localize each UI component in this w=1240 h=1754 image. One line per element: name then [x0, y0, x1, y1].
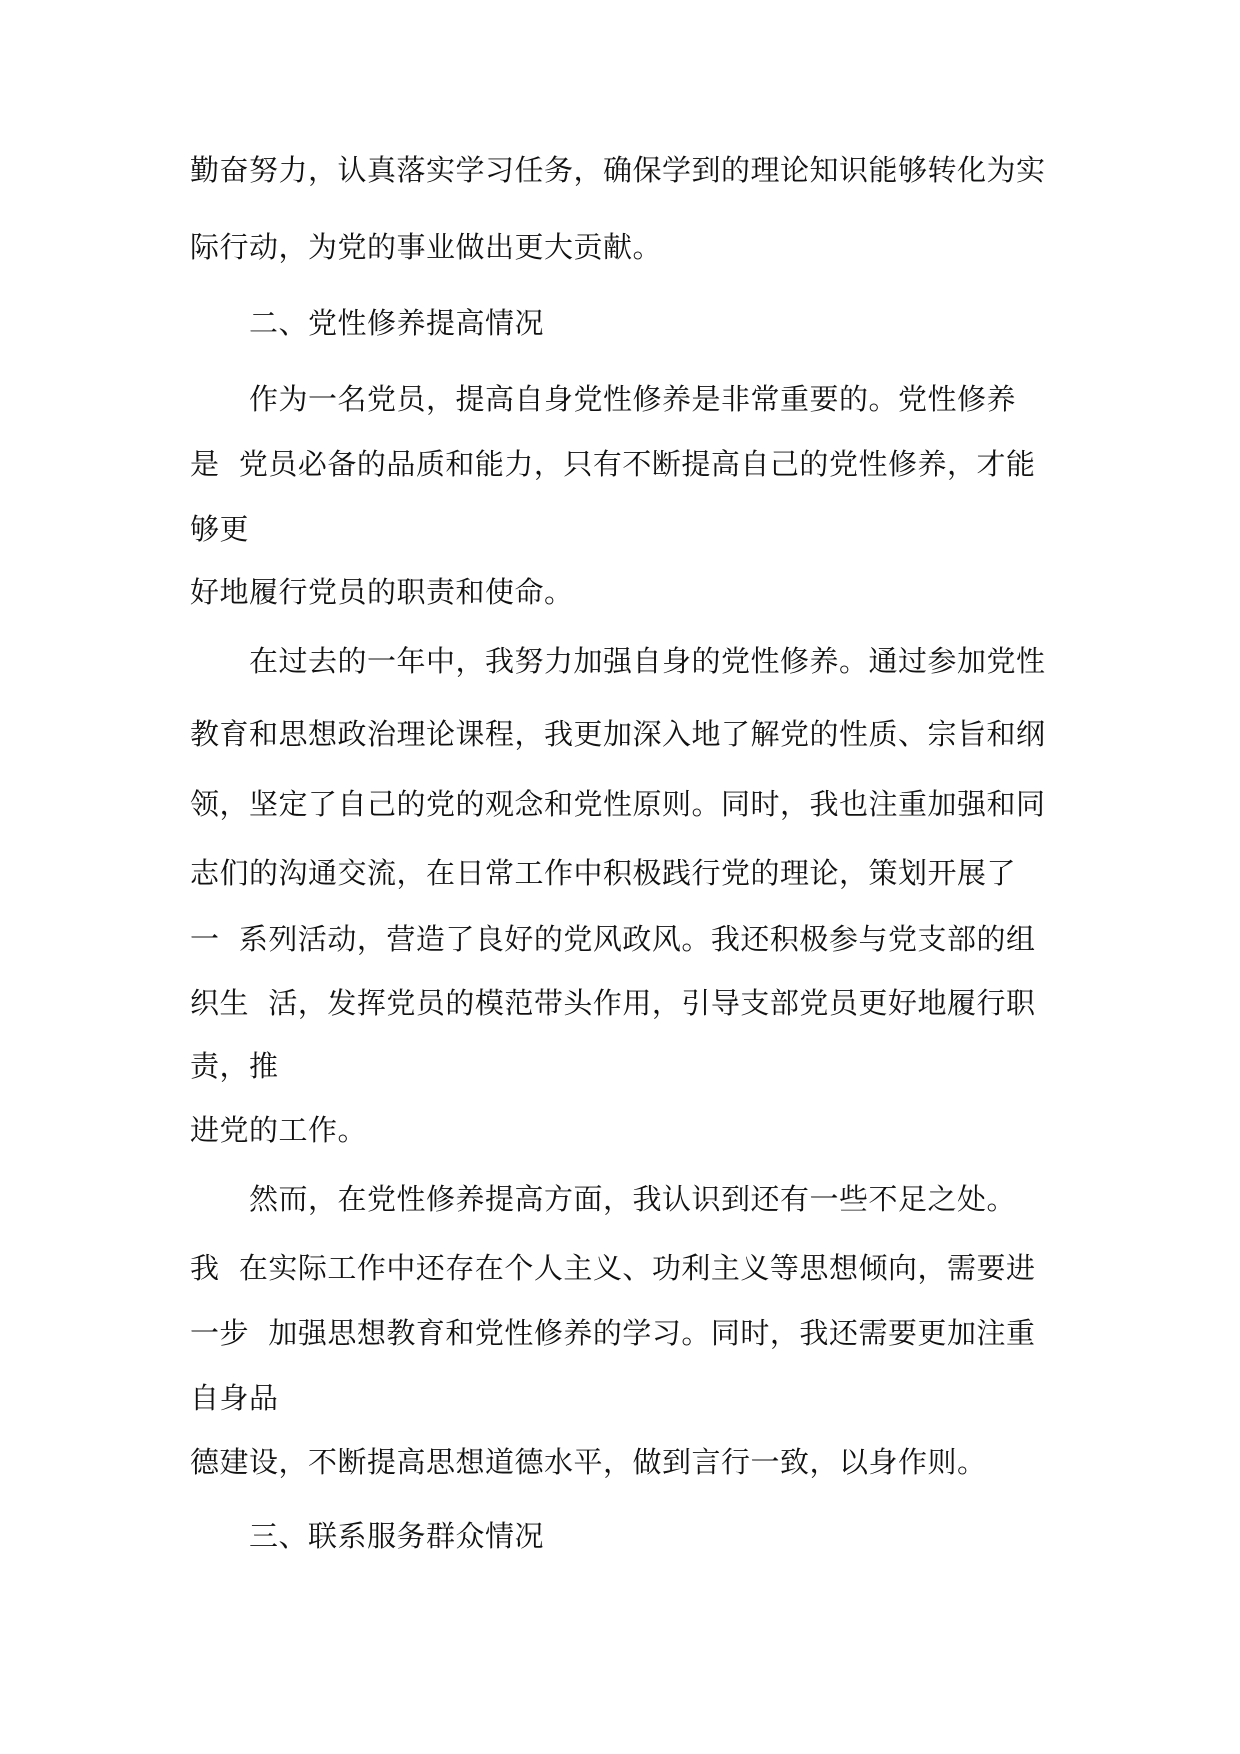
paragraph-line: 教育和思想政治理论课程，我更加深入地了解党的性质、宗旨和纲 [190, 717, 1046, 751]
paragraph-line: 志们的沟通交流，在日常工作中积极践行党的理论，策划开展了 [190, 856, 1017, 890]
paragraph-line: 勤奋努力，认真落实学习任务，确保学到的理论知识能够转化为实 [190, 153, 1046, 187]
paragraph-line: 作为一名党员，提高自身党性修养是非常重要的。党性修养 [249, 382, 1017, 416]
paragraph-line: 际行动，为党的事业做出更大贡献。 [190, 230, 663, 264]
paragraph-line: 德建设，不断提高思想道德水平，做到言行一致，以身作则。 [190, 1445, 987, 1479]
paragraph-line: 我 在实际工作中还存在个人主义、功利主义等思想倾向，需要进 [190, 1251, 1036, 1285]
paragraph-line: 领，坚定了自己的党的观念和党性原则。同时，我也注重加强和同 [190, 787, 1046, 821]
paragraph-line: 一 系列活动，营造了良好的党风政风。我还积极参与党支部的组 [190, 922, 1036, 956]
paragraph-line: 责，推 [190, 1049, 279, 1083]
paragraph-line: 自身品 [190, 1381, 279, 1415]
paragraph-line: 好地履行党员的职责和使命。 [190, 575, 574, 609]
section-heading: 三、联系服务群众情况 [249, 1519, 545, 1553]
paragraph-line: 够更 [190, 512, 250, 546]
paragraph-line: 一步 加强思想教育和党性修养的学习。同时，我还需要更加注重 [190, 1316, 1036, 1350]
section-heading: 二、党性修养提高情况 [249, 306, 545, 340]
paragraph-line: 是 党员必备的品质和能力，只有不断提高自己的党性修养，才能 [190, 447, 1036, 481]
paragraph-line: 在过去的一年中，我努力加强自身的党性修养。通过参加党性 [249, 644, 1046, 678]
paragraph-line: 织生 活，发挥党员的模范带头作用，引导支部党员更好地履行职 [190, 986, 1036, 1020]
paragraph-line: 然而，在党性修养提高方面，我认识到还有一些不足之处。 [249, 1182, 1017, 1216]
paragraph-line: 进党的工作。 [190, 1113, 368, 1147]
